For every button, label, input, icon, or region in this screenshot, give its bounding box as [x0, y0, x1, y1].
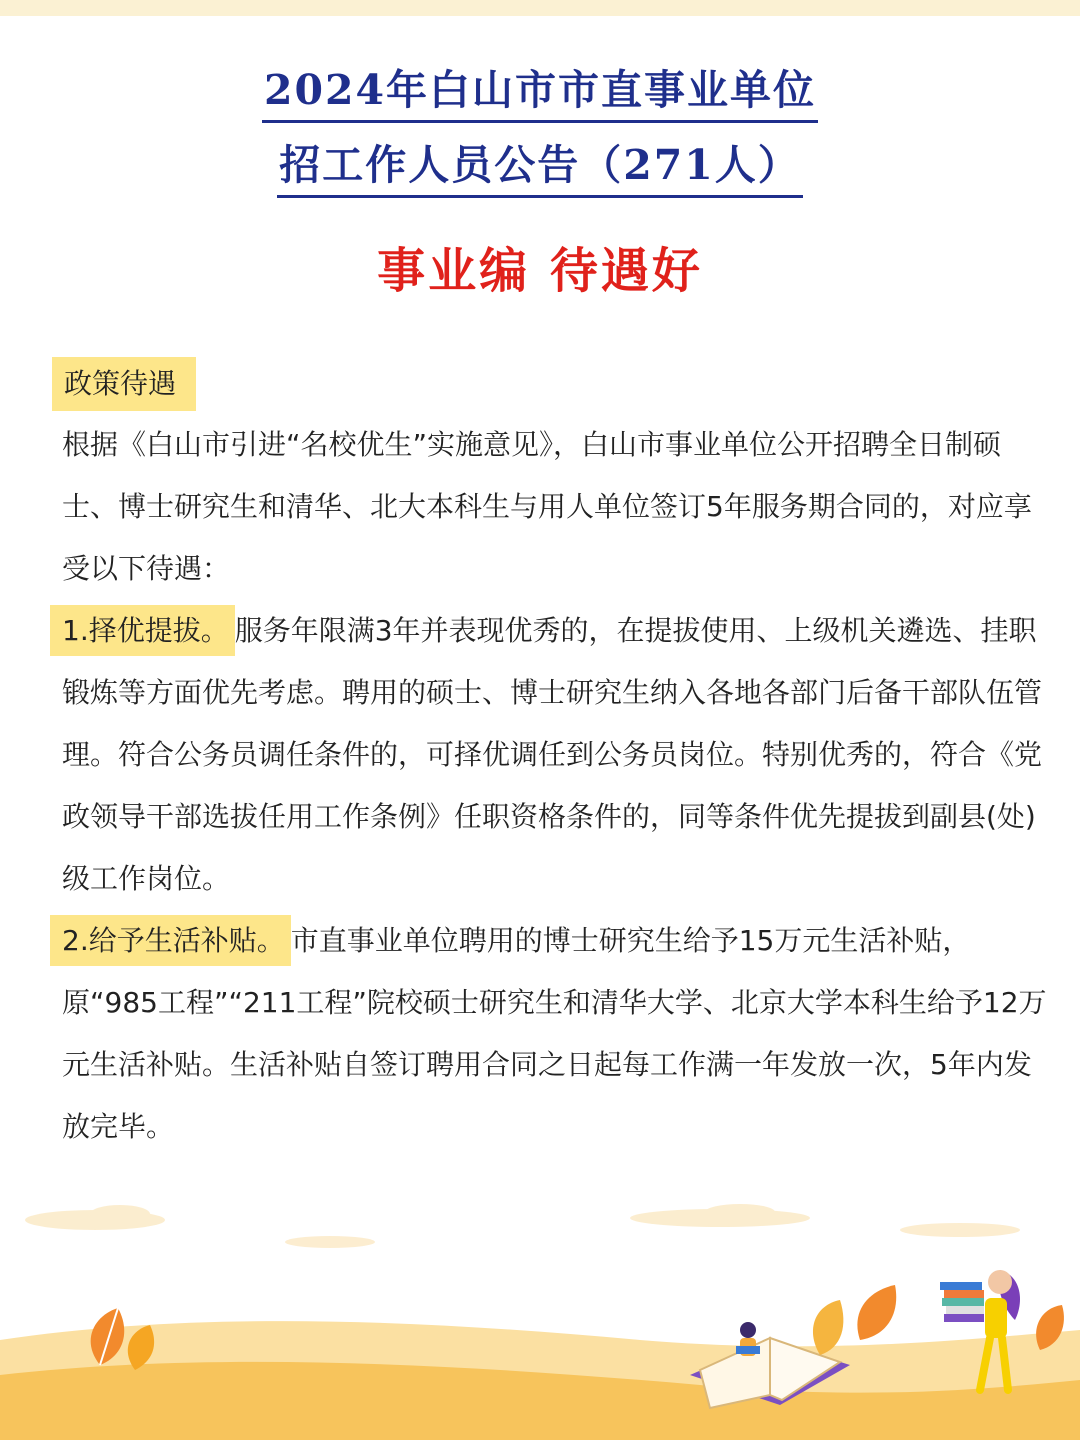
bottom-decoration	[0, 1190, 1080, 1440]
section-heading: 政策待遇	[52, 357, 196, 411]
item-2-label: 2.给予生活补贴。	[50, 915, 291, 966]
cloud-icon	[25, 1204, 1020, 1248]
item-1-text: 服务年限满3年并表现优秀的，在提拔使用、上级机关遴选、挂职锻炼等方面优先考虑。聘用的硕士、博士研究生纳入各地各部门后备干部队伍管理。符合公务员调任条件的，可择优调任到公务员岗位。特别优秀的，符合《党政领导干部选拔任用工作条例》任职资格条件的，同等条件优先提拔到副县(处)级工作岗位。	[62, 614, 1043, 895]
item-2-text: 市直事业单位聘用的博士研究生给予15万元生活补贴，原“985工程”“211工程”院校硕士研究生和清华大学、北京大学本科生给予12万元生活补贴。生活补贴自签订聘用合同之日起每工作满一年发放一次，5年内发放完毕。	[62, 924, 1047, 1143]
body-text	[62, 414, 1047, 1158]
title-line-2: 招工作人员公告（271人）	[277, 137, 803, 198]
item-1-paragraph	[62, 600, 1047, 910]
item-2-paragraph	[62, 910, 1047, 1158]
subtitle: 事业编 待遇好	[377, 243, 703, 299]
title-line-1: 2024年白山市市直事业单位	[262, 62, 818, 123]
intro-paragraph: 根据《白山市引进“名校优生”实施意见》，白山市事业单位公开招聘全日制硕士、博士研究生和清华、北大本科生与用人单位签订5年服务期合同的，对应享受以下待遇：	[62, 428, 1032, 585]
item-1-label: 1.择优提拔。	[50, 605, 235, 656]
top-strip	[0, 0, 1080, 16]
reading-person-icon	[736, 1322, 760, 1356]
title-block	[0, 62, 1080, 198]
